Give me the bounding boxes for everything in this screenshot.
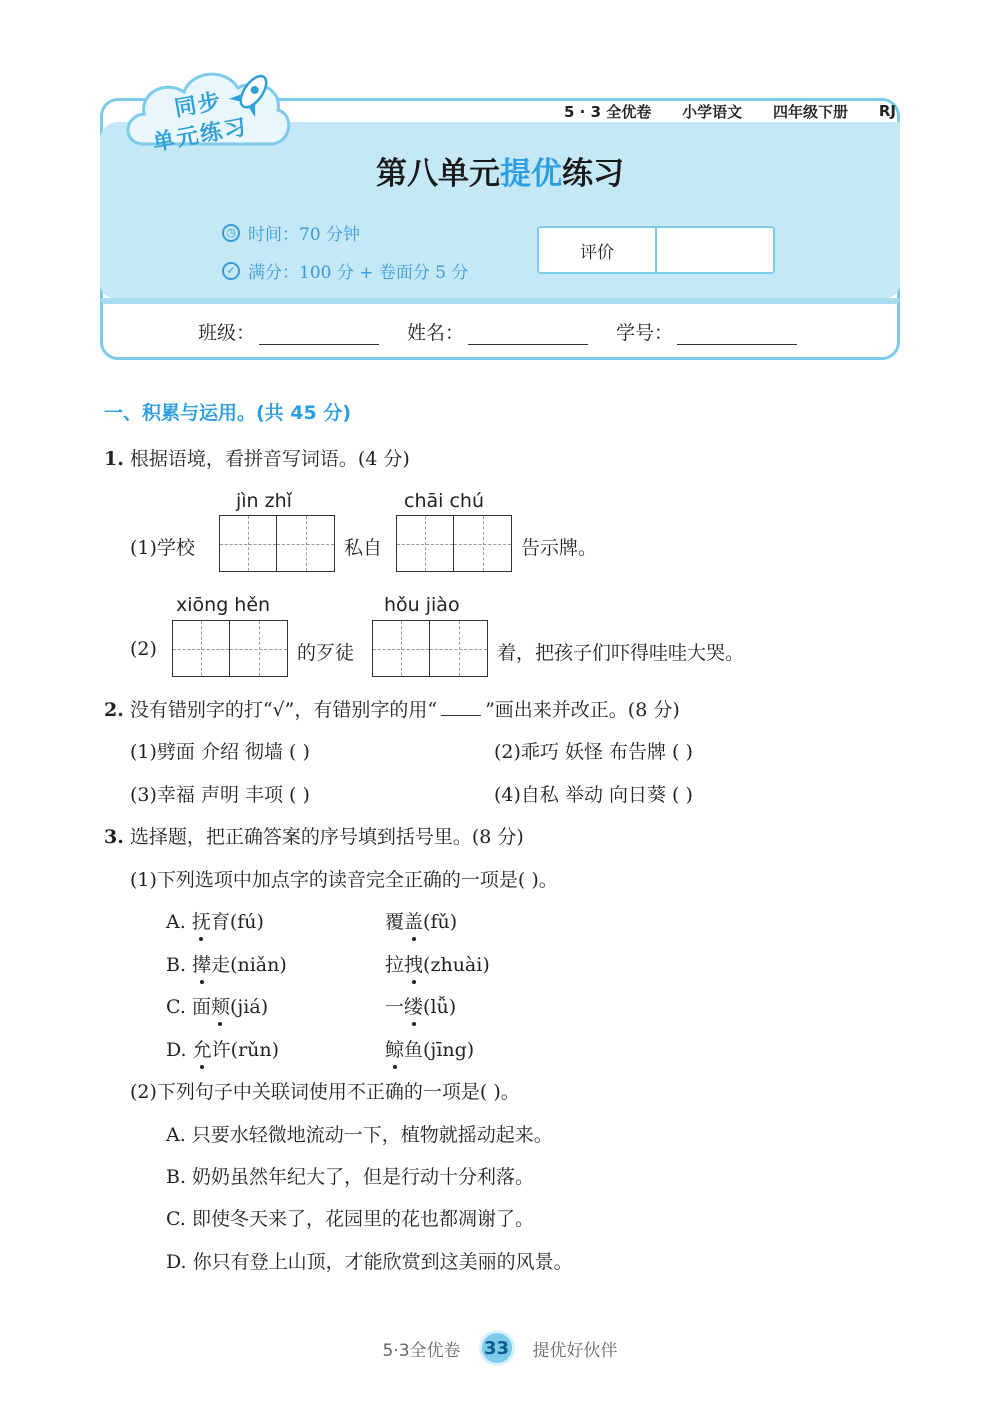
id-input[interactable]: [677, 323, 797, 345]
writing-grid[interactable]: [372, 620, 488, 677]
list-item: (3)幸福 声明 丰项 ( ): [130, 784, 310, 806]
page-title: [0, 148, 1000, 193]
badge-line-1: 同步: [172, 88, 225, 122]
class-label: 班级：: [198, 322, 256, 344]
evaluation-label: 评价: [539, 228, 657, 272]
option-label: A.: [166, 911, 186, 933]
evaluation-box: [537, 226, 775, 274]
option-c[interactable]: C. 即使冬天来了，花园里的花也都凋谢了。: [166, 1208, 534, 1230]
option-label: C.: [166, 996, 186, 1018]
question-number: 1.: [104, 448, 124, 470]
option-word: 走(niǎn): [211, 954, 287, 976]
option-word: (zhuài): [423, 954, 490, 976]
evaluation-field[interactable]: [657, 228, 773, 272]
class-field: [198, 318, 379, 345]
option-c[interactable]: [166, 992, 268, 1019]
question-text: 根据语境，看拼音写词语。(4 分): [129, 448, 410, 470]
option-word: 许(rǔn): [211, 1039, 280, 1061]
time-text: 时间：70 分钟: [248, 225, 361, 245]
score-text: 满分：100 分 + 卷面分 5 分: [248, 263, 469, 283]
title-part-2: 练习: [562, 156, 624, 192]
option-b[interactable]: B. 奶奶虽然年纪大了，但是行动十分利落。: [166, 1166, 535, 1188]
blank-prefix: (2): [130, 638, 157, 660]
option-word: 面: [191, 996, 211, 1018]
sub-question-1: (1)下列选项中加点字的读音完全正确的一项是( )。: [130, 869, 558, 891]
option-word: (jiá): [229, 996, 269, 1018]
edition: RJ: [878, 102, 896, 120]
name-label: 姓名：: [407, 322, 465, 344]
option-word: 鱼(jīng): [404, 1039, 475, 1061]
question-1: [104, 444, 410, 471]
blank-suffix: 告示牌。: [521, 537, 598, 559]
id-field: [616, 318, 797, 345]
question-number: 3.: [104, 826, 124, 848]
option-a-second: [385, 907, 457, 934]
clock-icon: ◷: [222, 224, 240, 242]
option-c-second: [385, 992, 456, 1019]
page-footer: [0, 1330, 1000, 1366]
option-d[interactable]: [166, 1035, 279, 1062]
score-info: [222, 258, 469, 283]
badge-line-2: 单元练习: [150, 114, 250, 157]
name-field: [407, 318, 588, 345]
option-b[interactable]: [166, 950, 287, 977]
option-word: 育(fú): [210, 911, 264, 933]
option-a[interactable]: A. 只要水轻微地流动一下，植物就摇动起来。: [166, 1124, 553, 1146]
option-b-second: [385, 950, 490, 977]
dotted-char: 缕: [404, 996, 424, 1018]
option-d-second: [385, 1035, 474, 1062]
subject: 小学语文: [682, 102, 743, 121]
pinyin-label: hǒu jiào: [384, 594, 460, 616]
question-text: 选择题，把正确答案的序号填到括号里。(8 分): [129, 826, 524, 848]
question-text-b: ”画出来并改正。(8 分): [485, 699, 680, 721]
question-3: [104, 822, 524, 849]
pinyin-label: jìn zhǐ: [236, 490, 292, 512]
question-number: 2.: [104, 699, 124, 721]
blank-prefix: (1)学校: [130, 537, 195, 559]
dotted-char: 拽: [404, 954, 424, 976]
writing-grid[interactable]: [396, 515, 512, 572]
list-item: (1)劈面 介绍 彻墙 ( ): [130, 741, 310, 763]
option-label: D.: [166, 1039, 187, 1061]
series-name: 5 · 3 全优卷: [564, 102, 652, 121]
dotted-char: 颊: [210, 996, 230, 1018]
option-word: 覆: [385, 911, 405, 933]
student-info-row: [198, 318, 818, 345]
question-text-a: 没有错别字的打“√”，有错别字的用“: [129, 699, 438, 721]
page-number: 33: [479, 1330, 515, 1366]
writing-grid[interactable]: [219, 515, 335, 572]
name-input[interactable]: [468, 323, 588, 345]
blank-suffix: 着，把孩子们吓得哇哇大哭。: [497, 642, 745, 664]
option-label: B.: [166, 954, 187, 976]
list-item: (2)乖巧 妖怪 布告牌 ( ): [494, 741, 693, 763]
dotted-char: 鲸: [385, 1039, 405, 1061]
dotted-char: 允: [192, 1039, 212, 1061]
id-label: 学号：: [616, 322, 674, 344]
dotted-char: 抚: [191, 911, 211, 933]
class-input[interactable]: [259, 323, 379, 345]
pinyin-label: chāi chú: [404, 490, 484, 512]
question-2: [104, 695, 680, 722]
section-heading: 一、积累与运用。(共 45 分): [104, 402, 352, 424]
title-part-1: 第八单元: [376, 156, 500, 192]
dotted-char: 盖: [404, 911, 424, 933]
series-strip: [560, 96, 900, 126]
footer-slogan: 提优好伙伴: [532, 1340, 618, 1361]
list-item: (4)自私 举动 向日葵 ( ): [494, 784, 693, 806]
title-highlight: 提优: [500, 156, 562, 192]
sub-question-2: (2)下列句子中关联词使用不正确的一项是( )。: [130, 1081, 520, 1103]
option-word: (fǔ): [423, 911, 458, 933]
check-icon: ✓: [222, 262, 240, 280]
option-d[interactable]: D. 你只有登上山顶，才能欣赏到这美丽的风景。: [166, 1251, 573, 1273]
option-word: 拉: [385, 954, 405, 976]
writing-grid[interactable]: [172, 620, 288, 677]
dotted-char: 撵: [192, 954, 212, 976]
blank-middle: 的歹徒: [297, 642, 355, 664]
underline-sample: [441, 700, 481, 716]
pinyin-label: xiōng hěn: [176, 594, 271, 616]
grade: 四年级下册: [772, 102, 848, 121]
option-word: (lǚ): [423, 996, 457, 1018]
footer-series: 5·3全优卷: [382, 1340, 461, 1361]
time-info: [222, 220, 360, 245]
option-a[interactable]: [166, 907, 264, 934]
option-word: 一: [385, 996, 405, 1018]
blank-middle: 私自: [344, 537, 383, 559]
